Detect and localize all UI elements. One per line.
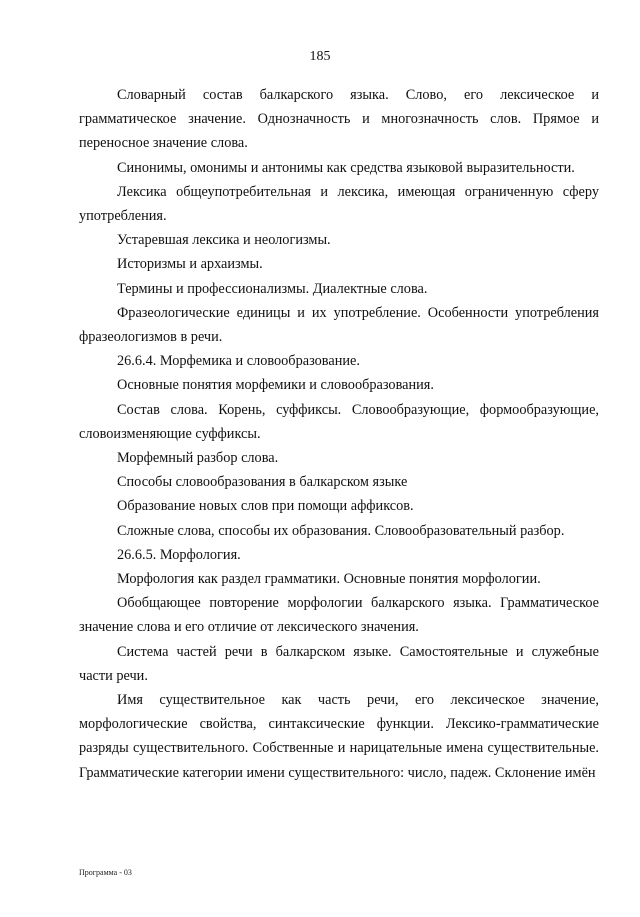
section-heading-morphemics: 26.6.4. Морфемика и словообразование. [117,353,360,370]
paragraph-parts-of-speech: Система частей речи в балкарском языке. Самостоятельные и служебные части речи. [79,643,599,684]
paragraph-morphology-grammar: Морфология как раздел грамматики. Основные понятия морфологии. [117,571,541,588]
paragraph-synonyms: Синонимы, омонимы и антонимы как средства языковой выразительности. [117,159,575,176]
paragraph-phraseology: Фразеологические единицы и их употребление. Особенности употребления фразеологизмов в речи. [79,304,599,346]
paragraph-obsolete-lexicon: Устаревшая лексика и неологизмы. [117,232,331,249]
paragraph-word-formation-methods: Способы словообразования в балкарском языке [117,474,408,491]
document-body [79,83,599,785]
paragraph-word-structure: Состав слова. Корень, суффиксы. Словообразующие, формообразующие, словоизменяющие суффиксы. [79,401,599,442]
paragraph-noun: Имя существительное как часть речи, его лексическое значение, морфологические свойства, синтаксические функции. Лексико-грамматические разряды существительного. Собственные и нарицательные имена существительные. Грамматические категории имени существительного: число, падеж. Склонение имён [79,692,599,781]
paragraph-morphemics-concepts: Основные понятия морфемики и словообразования. [117,377,434,394]
paragraph-common-lexicon: Лексика общеупотребительная и лексика, имеющая ограниченную сферу употребления. [79,183,599,225]
paragraph-compound-words: Сложные слова, способы их образования. Словообразовательный разбор. [117,522,565,539]
paragraph-historicisms: Историзмы и архаизмы. [117,256,263,273]
page-footer: Программа - 03 [79,868,132,877]
paragraph-morphology-review: Обобщающее повторение морфологии балкарского языка. Грамматическое значение слова и его отличие от лексического значения. [79,595,599,636]
paragraph-affixes: Образование новых слов при помощи аффиксов. [117,498,414,515]
page-number: 185 [309,49,331,64]
paragraph-terms: Термины и профессионализмы. Диалектные слова. [117,280,428,297]
section-heading-morphology: 26.6.5. Морфология. [117,546,241,563]
paragraph-morpheme-analysis: Морфемный разбор слова. [117,450,279,467]
paragraph-vocabulary: Словарный состав балкарского языка. Слово, его лексическое и грамматическое значение. Однозначность и многозначность слов. Прямое и переносное значение слова. [79,87,599,152]
